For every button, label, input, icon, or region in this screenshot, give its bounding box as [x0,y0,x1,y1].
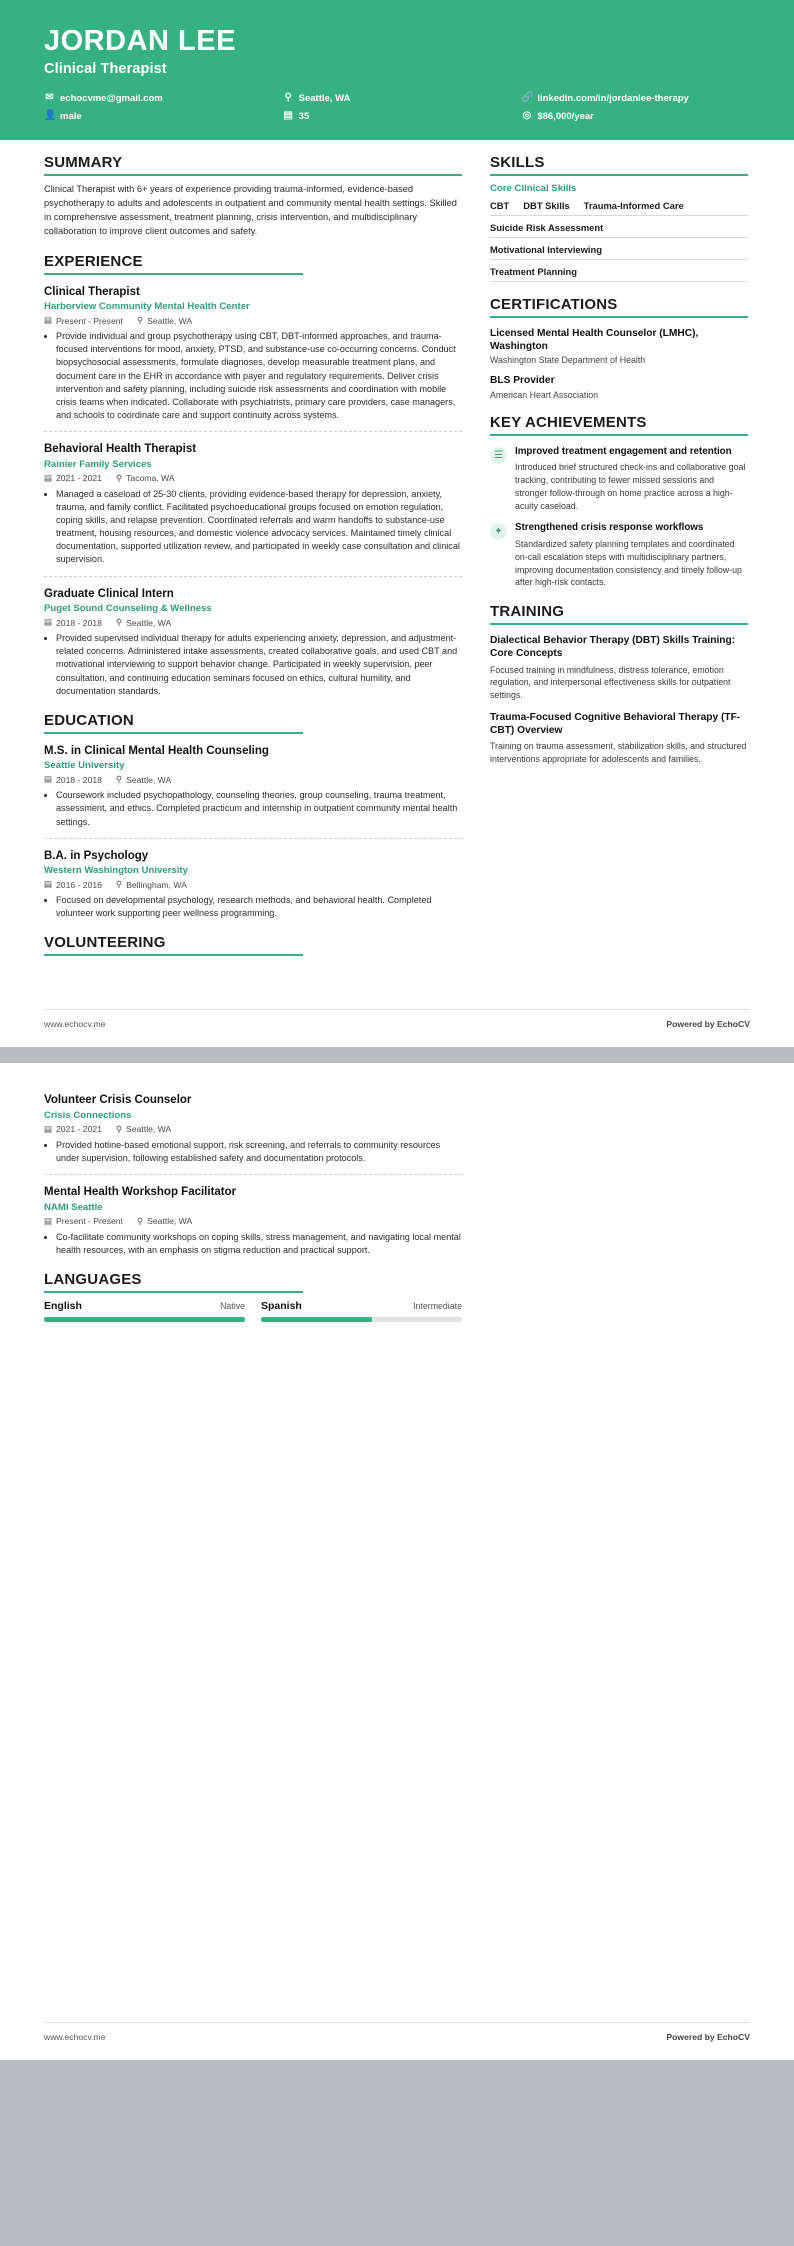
education-title: B.A. in Psychology [44,849,149,862]
certification-item [490,327,748,366]
skill-chip: Trauma-Informed Care [583,199,684,211]
summary-heading: SUMMARY [44,153,123,171]
experience-dates [44,617,102,628]
volunteering-org: NAMI Seattle [44,1201,103,1213]
resume-header [0,0,794,140]
training-rule [490,623,748,625]
experience-org: Harborview Community Mental Health Center [44,301,250,313]
left-column-2 [44,1091,462,1321]
experience-location [116,473,175,484]
resume-page-1 [0,0,794,1047]
volunteering-location-text: Seattle, WA [126,1124,172,1135]
footer-brand: Powered by EchoCV [666,2031,750,2042]
contact-gender-text: male [60,110,82,122]
list-item: • Managed a caseload of 25-30 clients, providing evidence-based therapy for depression, anxiety, trauma, and family conflict. Facilitated psychoeducational groups focused on emotion regulation, coping skills, and relapse prevention. Coordinated referrals and warm handoffs to substance-use treatment, housing resources, and domestic violence advocacy services. Maintained timely clinical documentation, supported utilization review, and participated in weekly case consultation and clinical supervision. [56,488,462,567]
list-item: • Provided hotline-based emotional support, risk screening, and referrals to community resources under supervision, following established safety and documentation protocols. [56,1139,462,1165]
page-footer-2 [44,2022,750,2054]
contact-linkedin[interactable] [521,93,750,104]
language-name: Spanish [261,1299,302,1312]
education-rule [44,732,303,734]
summary-text: Clinical Therapist with 6+ years of experience providing trauma-informed, evidence-based psychotherapy to adults and adolescents in outpatient and community mental health settings. Skilled in comprehensive assessment, treatment planning, crisis intervention, and multidisciplinary collaboration to improve client outcomes and safety. [44,183,457,236]
education-heading: EDUCATION [44,711,134,729]
education-item [44,744,462,829]
person-icon: 👤 [44,110,57,122]
contact-age-text: 35 [298,110,310,122]
experience-location [116,617,171,628]
certifications-rule [490,316,748,318]
education-dates-text: 2016 - 2016 [56,879,102,890]
footer-site[interactable]: www.echocv.me [44,1019,106,1030]
location-icon: ⚲ [115,879,123,890]
divider [44,838,462,839]
volunteering-dates-text: Present - Present [56,1216,123,1227]
email-icon: ✉ [45,92,54,104]
experience-title: Graduate Clinical Intern [44,587,174,600]
training-title: Dialectical Behavior Therapy (DBT) Skills Training: Core Concepts [490,635,736,660]
resume-body-2 [0,1063,794,1321]
experience-bullets [44,488,462,567]
shield-check-icon: ✦ [490,523,507,540]
experience-dates-text: 2021 - 2021 [56,473,102,484]
left-column [44,154,462,970]
education-location [116,879,187,890]
achievement-title: Strengthened crisis response workflows [515,522,704,534]
certification-title: BLS Provider [490,375,555,387]
education-dates [44,774,102,785]
education-item [44,849,462,921]
contact-salary-text: $86,000/year [537,110,594,122]
training-title: Trauma-Focused Cognitive Behavioral Therapy (TF-CBT) Overview [490,711,741,737]
list-item: • Co-facilitate community workshops on coping skills, stress management, and navigating local mental health resources, with an emphasis on stigma reduction and practical support. [56,1231,462,1257]
language-header [261,1300,462,1312]
footer-brand: Powered by EchoCV [666,1019,750,1030]
experience-org: Rainier Family Services [44,458,152,470]
skill-row [490,222,748,238]
contact-linkedin-text: linkedin.com/in/jordanlee-therapy [537,92,689,104]
candidate-role: Clinical Therapist [44,60,167,77]
achievement-item [490,446,748,513]
calendar-icon: ▤ [44,1215,53,1226]
footer-site[interactable]: www.echocv.me [44,2031,106,2042]
experience-meta [44,315,462,326]
volunteering-item [44,1093,462,1165]
summary-rule [44,174,462,176]
candidate-name: JORDAN LEE [44,25,236,57]
divider [44,431,462,432]
education-dates [44,879,102,890]
calendar-icon: ▤ [44,472,53,483]
certifications-heading: CERTIFICATIONS [490,295,618,313]
experience-location-text: Seattle, WA [126,617,172,628]
contact-email-text: echocvme@gmail.com [60,92,163,104]
language-header [44,1300,245,1312]
divider [44,576,462,577]
languages-list [44,1300,462,1322]
skill-chip: CBT [490,199,510,211]
volunteering-dates [44,1216,123,1227]
language-bar-fill [261,1317,372,1322]
education-meta [44,879,462,890]
achievements-rule [490,434,748,436]
location-icon: ⚲ [136,1215,144,1226]
education-org: Seattle University [44,760,125,772]
experience-dates [44,315,123,326]
experience-dates-text: Present - Present [56,315,123,326]
list-icon: ☰ [490,447,507,464]
training-item [490,711,748,766]
language-item [261,1300,462,1322]
skill-row [490,266,748,282]
education-title: M.S. in Clinical Mental Health Counseling [44,744,269,757]
location-icon: ⚲ [284,92,292,104]
language-item [44,1300,245,1322]
experience-title: Clinical Therapist [44,285,140,298]
location-icon: ⚲ [115,472,123,483]
languages-rule [44,1291,303,1293]
volunteering-dates [44,1124,102,1135]
resume-body [0,140,794,970]
training-heading: TRAINING [490,603,565,621]
experience-meta [44,617,462,628]
experience-heading: EXPERIENCE [44,252,143,270]
language-bar-fill [44,1317,245,1322]
contact-email [44,93,273,104]
experience-rule [44,273,303,275]
volunteering-meta [44,1216,462,1227]
location-icon: ⚲ [115,774,123,785]
list-item: • Focused on developmental psychology, research methods, and behavioral health. Completed volunteer work supporting peer wellness programming. [56,894,462,920]
achievement-description: Introduced brief structured check-ins and collaborative goal tracking, contributing to fewer missed sessions and stronger follow-through on home practice across a high-acuity caseload. [515,462,746,511]
experience-location [137,315,192,326]
education-location [116,774,171,785]
link-icon: 🔗 [521,92,534,104]
experience-item [44,587,462,698]
certification-title: Licensed Mental Health Counselor (LMHC), Washington [490,327,699,353]
volunteering-location [137,1216,192,1227]
contact-location [283,93,512,104]
experience-item [44,285,462,423]
skills-group-title: Core Clinical Skills [490,182,577,194]
calendar-icon: ▤ [283,110,293,122]
education-dates-text: 2018 - 2018 [56,774,102,785]
certification-item [490,374,748,399]
experience-location-text: Tacoma, WA [126,473,175,484]
volunteering-dates-text: 2021 - 2021 [56,1124,102,1135]
language-level: Intermediate [413,1300,462,1311]
volunteering-location-text: Seattle, WA [147,1216,193,1227]
list-item: • Provided supervised individual therapy for adults experiencing anxiety, depression, and adjustment-related concerns. Administered intake assessments, created collaborative goals, and used CBT and motivational interviewing to support behavior change. Participated in weekly supervision, peer consultation, and continuing education seminars focused on ethics, cultural humility, and documentation standards. [56,632,462,698]
certification-issuer: Washington State Department of Health [490,355,646,366]
volunteering-item [44,1185,462,1257]
volunteering-meta [44,1124,462,1135]
education-meta [44,774,462,785]
contact-location-text: Seattle, WA [298,92,351,104]
achievement-item [490,522,748,589]
divider [44,1174,462,1175]
list-item: • Coursework included psychopathology, counseling theories, group counseling, trauma treatment, assessment, and ethics. Completed practicum and internship in outpatient community mental health settings. [56,789,462,829]
experience-location-text: Seattle, WA [147,315,193,326]
page-separator [0,1047,794,1063]
skill-chip: Motivational Interviewing [490,243,602,255]
volunteering-title: Mental Health Workshop Facilitator [44,1186,237,1199]
education-location-text: Seattle, WA [126,774,172,785]
experience-bullets [44,330,462,422]
contact-gender [44,111,273,122]
volunteering-bullets [44,1231,462,1257]
experience-org: Puget Sound Counseling & Wellness [44,603,212,614]
certification-issuer: American Heart Association [490,389,599,400]
skills-rule [490,174,748,176]
language-bar [261,1317,462,1322]
language-level: Native [220,1300,245,1311]
contact-salary [521,111,750,122]
skill-chip: DBT Skills [523,199,570,211]
experience-bullets [44,632,462,698]
location-icon: ⚲ [136,315,144,326]
education-bullets [44,894,462,920]
contact-age [283,111,512,122]
experience-meta [44,473,462,484]
experience-dates [44,473,102,484]
education-location-text: Bellingham, WA [126,879,187,890]
language-name: English [44,1299,82,1312]
skill-row [490,244,748,260]
volunteering-bullets [44,1139,462,1165]
calendar-icon: ▤ [44,315,53,326]
achievements-heading: KEY ACHIEVEMENTS [490,413,647,431]
training-item [490,634,748,702]
language-bar [44,1317,245,1322]
page-footer [44,1009,750,1041]
education-bullets [44,789,462,829]
skills-heading: SKILLS [490,153,545,171]
skill-chip: Treatment Planning [490,265,577,277]
location-icon: ⚲ [115,617,123,627]
achievement-description: Standardized safety planning templates and coordinated on-call escalation steps with multidisciplinary partners, improving documentation consistency and timely follow-up after high-risk contacts. [515,539,742,588]
list-item: • Provide individual and group psychotherapy using CBT, DBT-informed approaches, and trauma-focused interventions for mood, anxiety, PTSD, and substance-use co-occurring concerns. Conduct biopsychosocial assessments, formulate diagnoses, develop measurable treatment plans, and document care in the EHR in accordance with payer and regulatory requirements. Deliver crisis intervention and safety planning, including suicide risk assessments and coordination with mobile crisis teams when indicated. Collaborate with psychiatrists, primary care providers, case managers, and schools to coordinate care and support continuity across systems. [56,330,462,422]
calendar-icon: ▤ [44,774,53,785]
right-column [490,154,748,766]
achievement-title: Improved treatment engagement and retention [515,445,732,457]
calendar-icon: ▤ [44,617,53,627]
calendar-icon: ▤ [44,1123,53,1134]
experience-item [44,442,462,566]
volunteering-heading: VOLUNTEERING [44,934,166,952]
resume-page-2 [0,1063,794,2059]
experience-dates-text: 2018 - 2018 [56,617,102,628]
calendar-icon: ▤ [44,879,53,890]
skill-row [490,200,748,216]
training-description: Focused training in mindfulness, distress tolerance, emotion regulation, and interpersonal effectiveness skills for outpatient settings. [490,664,731,701]
volunteering-title: Volunteer Crisis Counselor [44,1094,192,1107]
volunteering-location [116,1124,171,1135]
education-org: Western Washington University [44,865,188,877]
salary-icon: ◎ [522,110,532,122]
experience-title: Behavioral Health Therapist [44,443,197,456]
volunteering-org: Crisis Connections [44,1109,132,1121]
location-icon: ⚲ [115,1123,123,1134]
training-description: Training on trauma assessment, stabilization skills, and structured interventions appropriate for adolescents and families. [490,741,747,765]
languages-heading: LANGUAGES [44,1270,142,1288]
contact-list [44,93,750,122]
skill-chip: Suicide Risk Assessment [490,221,604,233]
volunteering-rule [44,954,303,956]
